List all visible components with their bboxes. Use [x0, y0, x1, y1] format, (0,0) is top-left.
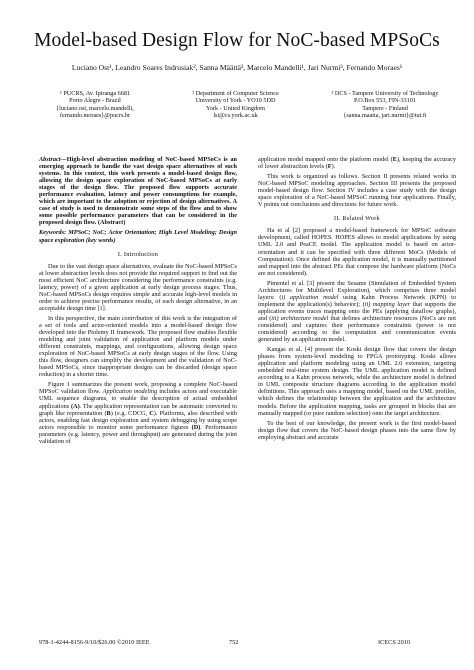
affiliation-line: ³ DCS - Tampere University of Technology: [331, 90, 439, 97]
paper-title: Model-based Design Flow for NoC-based MPSoCs: [34, 30, 440, 51]
text-run: In this perspective, the main: [48, 314, 122, 322]
intro-paragraph-3-continued: [258, 156, 456, 170]
text-run-italic: ii) mapping layer: [364, 300, 411, 308]
intro-paragraph-3: [39, 381, 237, 444]
text-run: that defines architecture resources (NoCs are not considered) and captures their performance constraints (power is not considered) according to the computation and communication events generated by an application model.: [258, 314, 457, 344]
left-column: [39, 156, 237, 445]
affiliation-line: ² Department of Computer Science: [192, 90, 279, 97]
text-run: . Performance parameters (e.g. latency, power and throughput) are generated during the joint validation of: [39, 423, 237, 445]
text-run: application model mapped onto the platform model (: [258, 156, 393, 163]
intro-paragraph-1: Due to the vast design space alternatives, evaluate the NoC-based MPSoCs at lower abstraction levels does not provide the required support to find out the most efficient NoC architecture considering the performance constraints (e.g. latency, power) of a given application at early design process stages. Thus, NoC-based MPSoCs design requires simple and accurate high-level models in order to achieve precise performance results, of each design alternative, in an acceptable design time [1].: [39, 262, 237, 312]
text-run-bold: C: [149, 409, 154, 417]
footer-conference: ICECS 2010: [378, 639, 411, 646]
affiliation-line: Porto Alegre - Brazil: [69, 97, 121, 105]
keywords-text: MPSoC; NoC; Actor Orientation; High Level Modeling; Design space exploration (key words): [39, 229, 237, 244]
footer-page-number: 752: [229, 639, 239, 646]
affiliation-line: York - United Kingdom: [205, 104, 265, 112]
section-heading-related-work: II. Related Work: [334, 215, 380, 223]
affiliation-line: fernando.moraes}@pucrs.br: [59, 112, 131, 120]
affiliation-line: {sanna.maatta, jari.nurmi}@tut.fi: [343, 112, 427, 120]
text-run: ) (e.g. CDCG,: [110, 409, 150, 417]
text-run-italic: i) application model: [281, 293, 339, 301]
abstract-text: —High-level abstraction modeling of NoC-based MPSoCs is an emerging approach to handle the vast design space alternatives of such systems. In this context, this work presents a model-based design flow, allowing the design space exploration of NoC-based MPSoCs at early stages of the design flow. The proposed flow supports accurate performance evaluation, latency and power consumptions for example, which are important to the adoption or rejection of design alternatives. A case of study is used to demonstrate some steps of the flow and to show some possible performance parameters that can be considered in the proposed design flow. (Abstract): [39, 156, 237, 227]
affiliation-line: P.O.Box 553, FIN-33101: [353, 97, 417, 105]
related-paragraph-1: Ha et al [2] proposed a model-based framework for MPSoC software development, called HOPES. HOPES allows to model applications by using UML 2.0 and PeaCE model. The application model is based on actor-orientation and it can be specified with three different MoCs (Models of Computation). Once defined the application model, it is manually partitioned and mapped into the abstract PEs that compose the hardware platform (NoCs are not considered).: [258, 227, 456, 277]
affiliation-line: University of York - YO10 5DD: [195, 97, 276, 105]
text-run: using Kahn Process Network (KPN) to implement the application(s) behavior); (: [258, 293, 456, 308]
abstract: [39, 156, 237, 226]
affiliation-line: ¹ PUCRS, Av. Ipiranga 6681: [59, 90, 131, 97]
text-run: of this work is the integration of a set of tools and actor-oriented models into a model-based design flow developed into the Ptolemy II framework. The proposed flow enables flexible modeling and joint validation of application and platform models under different constraints, mappings, and configurations, allowing design space exploration of NoC-based MPSoCs at early design stages of the flow. Using this flow, designers can simplify the development and the validation of NoC-based MPSoCs, since inappropriate designs can be discarded (design space reduction) in a shorter time.: [39, 314, 237, 379]
affiliation-line: {luciano.ost, marcelo.mandelli,: [56, 104, 134, 112]
text-run: Figure 1 summarizes the present work, proposing a complete NoC-based MPSoC validation flow.: [39, 381, 237, 396]
keywords-label: Keywords:: [39, 229, 69, 237]
affiliation-pucrs: [40, 90, 150, 120]
intro-paragraph-2: [39, 315, 237, 378]
text-run: . The application representation can be automatic converted to graph like representation (: [39, 402, 237, 417]
author-list: Luciano Ost¹, Leandro Soares Indrusiak², Sanna Määttä³, Marcelo Mandelli¹, Jari Nurmi³, Fernando Moraes¹: [71, 63, 403, 72]
text-run: ). Platforms, also described with actors, enabling fast design exploration and system debugging by using scope actors responsible to monitor some performance figures: [39, 409, 237, 431]
text-run-italic: contribution: [121, 314, 153, 322]
right-column: [258, 156, 456, 441]
text-run-bold: B: [106, 409, 111, 417]
text-run-bold: E: [392, 156, 397, 163]
abstract-label: Abstract: [39, 156, 61, 163]
intro-paragraph-4: This work is organized as follows. Section II presents related works in NoC-based MPSoC modeling approaches. Section III presents the proposed model-based design flow. Section IV includes a case study with the design space exploration of a NoC-based MPSoC running four applications. Finally, V points out conclusions and directions for future work.: [258, 173, 456, 209]
keywords: [39, 229, 237, 243]
text-run-bold: F: [327, 163, 332, 171]
affiliation-york: [168, 90, 303, 120]
related-paragraph-4: To the best of our knowledge, the present work is the first model-based design flow that covers the NoC-based design phases into the same flow by employing abstract and accurate: [258, 419, 456, 441]
related-paragraph-2: [258, 280, 456, 343]
text-run: Pimentel et al. [3] present the Sesame (Simulation of Embedded System Architectures for Multilevel Exploration), which comprises three model layers: (: [258, 279, 456, 301]
footer-isbn: 978-1-4244-8156-9/10/$26.00 ©2010 IEEE: [39, 639, 150, 646]
affiliation-line: lsi@cs.york.ac.uk: [213, 112, 258, 120]
affiliation-line: Tampere - Finland: [362, 104, 408, 112]
text-run-bold: (A): [70, 402, 80, 410]
text-run: ).: [331, 163, 336, 171]
text-run-bold: (D): [191, 423, 201, 431]
text-run-italic: Application modeling: [102, 388, 158, 396]
text-run: that supports the application events traces mapping onto the PEs (applying dataflow graphs), and (: [258, 300, 456, 322]
affiliation-tampere: [310, 90, 460, 120]
text-run-italic: iii) architecture model: [271, 314, 329, 322]
related-paragraph-3: Kangas et al. [4] present the Koski design flow that covers the design phases from system-level modeling to FPGA prototyping. Koski allows application and platform modeling using an UML 2.0 extension, targeting embedded real-time system design. The UML application model is defined according to a Kahn process network, while the architecture model is defined in UML composite structure diagrams according to the application model definitions. This approach uses a mapping model, based on the UML profiles, which defines the relationship between the application and the architecture models. Before the application mapping, tasks are grouped in blocks that are manually mapped (or pure random selection) onto the target architecture.: [258, 346, 456, 417]
text-run: includes actors and executable UML sequence diagrams, to enable the description of actual embedded applications: [39, 388, 237, 410]
section-heading-introduction: I. Introduction: [117, 250, 159, 258]
text-run: ), keeping the accuracy of lower abstraction levels (: [258, 156, 456, 171]
